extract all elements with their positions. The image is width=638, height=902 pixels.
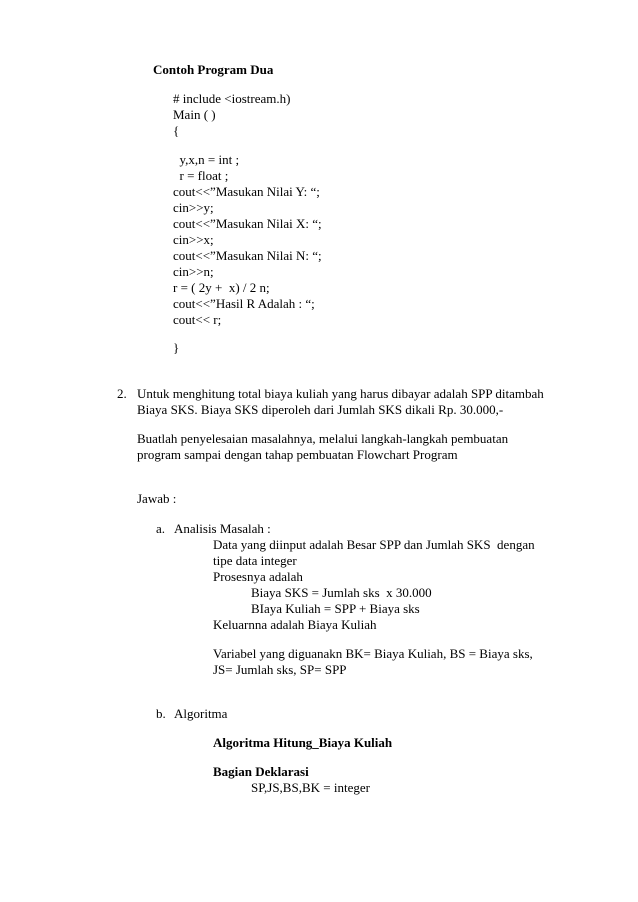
output-line: Keluarnna adalah Biaya Kuliah	[213, 617, 377, 632]
list-marker: a.	[156, 521, 166, 536]
code-line: r = float ;	[173, 168, 229, 183]
code-line: cout<< r;	[173, 312, 222, 327]
formula-line: Biaya SKS = Jumlah sks x 30.000	[251, 585, 432, 600]
instruction-text: program sampai dengan tahap pembuatan Flowchart Program	[137, 447, 458, 462]
heading: Contoh Program Dua	[153, 62, 274, 77]
code-line: Main ( )	[173, 107, 216, 122]
code-line: cout<<”Hasil R Adalah : “;	[173, 296, 315, 311]
code-line: cout<<”Masukan Nilai N: “;	[173, 248, 322, 263]
code-line: }	[173, 340, 180, 355]
instruction-text: Buatlah penyelesaian masalahnya, melalui langkah-langkah pembuatan	[137, 431, 509, 446]
analysis-line: Data yang diinput adalah Besar SPP dan Jumlah SKS dengan	[213, 537, 535, 552]
code-line: {	[173, 123, 180, 138]
algorithm-title: Algoritma Hitung_Biaya Kuliah	[213, 735, 393, 750]
declaration-line: SP,JS,BS,BK = integer	[251, 780, 370, 795]
code-line: y,x,n = int ;	[173, 152, 240, 167]
formula-line: BIaya Kuliah = SPP + Biaya sks	[251, 601, 420, 616]
analysis-line: Prosesnya adalah	[213, 569, 303, 584]
variables-line: JS= Jumlah sks, SP= SPP	[213, 662, 347, 677]
analysis-line: tipe data integer	[213, 553, 297, 568]
question-text: Untuk menghitung total biaya kuliah yang harus dibayar adalah SPP ditambah	[137, 386, 544, 401]
code-line: cin>>n;	[173, 264, 214, 279]
code-line: cin>>y;	[173, 200, 214, 215]
question-number: 2.	[117, 386, 127, 401]
variables-line: Variabel yang diguanakn BK= Biaya Kuliah, BS = Biaya sks,	[213, 646, 533, 661]
code-line: cout<<”Masukan Nilai Y: “;	[173, 184, 320, 199]
code-line: r = ( 2y + x) / 2 n;	[173, 280, 270, 295]
code-line: cin>>x;	[173, 232, 214, 247]
answer-label: Jawab :	[137, 491, 177, 506]
section-title: Analisis Masalah :	[174, 521, 271, 536]
code-line: # include <iostream.h)	[173, 91, 291, 106]
section-title: Algoritma	[174, 706, 228, 721]
question-text: Biaya SKS. Biaya SKS diperoleh dari Jumlah SKS dikali Rp. 30.000,-	[137, 402, 504, 417]
declaration-title: Bagian Deklarasi	[213, 764, 309, 779]
list-marker: b.	[156, 706, 166, 721]
code-line: cout<<”Masukan Nilai X: “;	[173, 216, 322, 231]
